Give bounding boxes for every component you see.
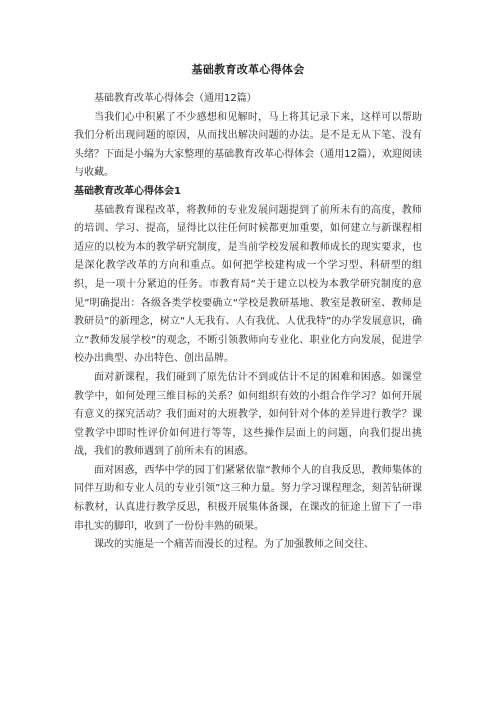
intro-paragraph: 当我们心中积累了不少感想和见解时，马上将其记录下来，这样可以帮助我们分析出现问题的原因，从而找出解决问题的办法。是不是无从下笔、没有头绪？下面是小编为大家整理的基础教育改革心得体会（通用12篇），欢迎阅读与收藏。 <box>74 111 422 179</box>
document-subtitle: 基础教育改革心得体会（通用12篇） <box>94 93 257 104</box>
body-paragraph-4: 课改的实施是一个痛苦而漫长的过程。为了加强教师之间交往、 <box>94 539 374 551</box>
body-paragraph-2: 面对新课程，我们碰到了原先估计不到或估计不足的困难和困惑。如课堂教学中，如何处理三维目标的关系？如何组织有效的小组合作学习？如何开展有意义的探究活动？我们面对的大班教学，如何针对个体的差异进行教学？课堂教学中即时性评价如何进行等等，这些操作层面上的问题，向我们提出挑战，我们的教师遇到了前所未有的困惑。 <box>74 371 422 458</box>
body-paragraph-3: 面对困惑，西华中学的园丁们紧紧依靠“教师个人的自我反思，教师集体的同伴互助和专业人员的专业引领”这三种力量。努力学习课程理念，刻苦钻研课标教材，认真进行教学反思，积极开展集体备课，在课改的征途上留下了一串串扎实的脚印，收到了一份份丰熟的硕果。 <box>74 464 422 532</box>
document-title: 基础教育改革心得体会 <box>191 63 305 76</box>
body-paragraph-1: 基础教育课程改革，将教师的专业发展问题提到了前所未有的高度，教师的培训、学习、提高，显得比以往任何时候都更加重要，如何建立与新课程相适应的以校为本的教学研究制度，是当前学校发展和教师成长的现实要求，也是深化教学改革的方向和重点。如何把学校建构成一个学习型、科研型的组织，是一项十分紧迫的任务。市教育局“关于建立以校为本教学研究制度的意见”明确提出：各级各类学校要确立“学校是教研基地、教室是教研室、教师是教研员”的新理念，树立“人无我有、人有我优、人优我特”的办学发展意识，确立“教师发展学校”的观念，不断引领教师向专业化、职业化方向发展，促进学校办出典型、办出特色、创出品牌。 <box>74 204 422 365</box>
section-heading: 基础教育改革心得体会1 <box>74 185 181 197</box>
